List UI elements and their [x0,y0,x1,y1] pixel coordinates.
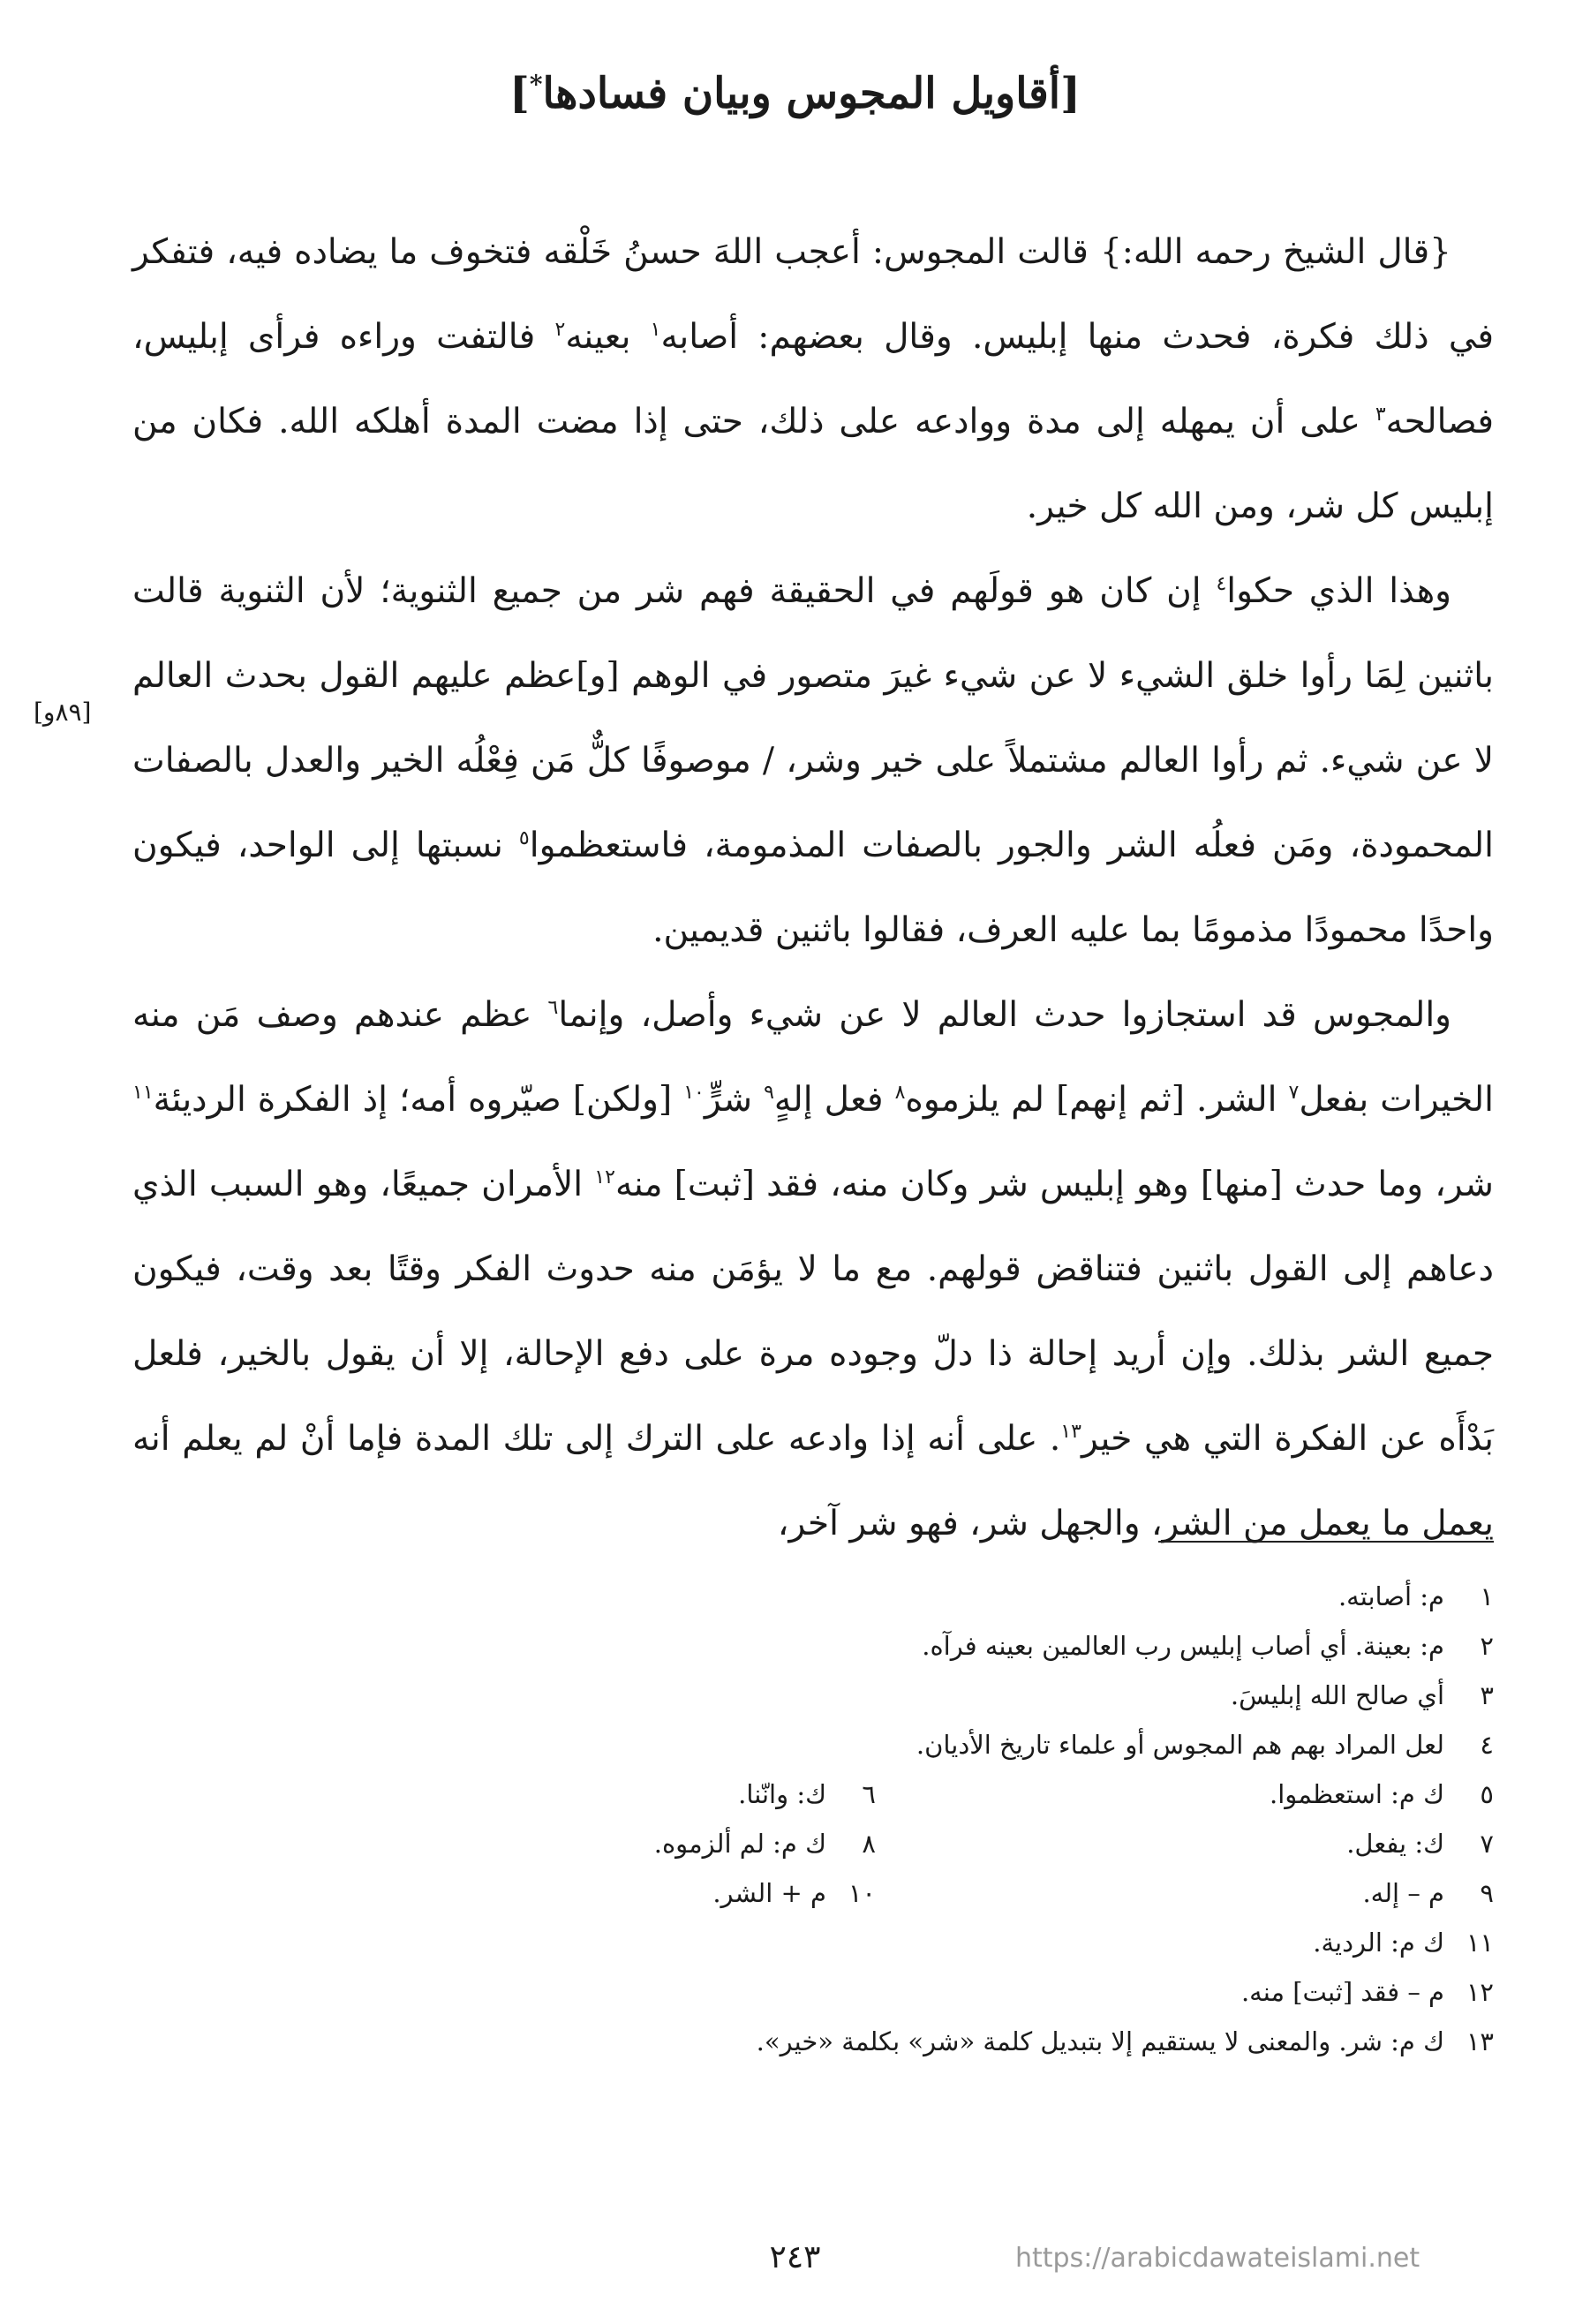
footnote-number: ١٣ [1466,2026,1494,2056]
footnotes [132,1572,1494,2066]
footnote-5 [876,1769,1494,1819]
text-run: والمجوس قد استجازوا حدث العالم لا عن شيء وأصل، وإنما [558,995,1451,1035]
title-footnote-mark: * [529,70,543,99]
footnote-9 [876,1868,1494,1918]
text-run: الأمران جميعًا، وهو السبب الذي دعاهم إلى القول باثنين فتناقض قولهم. مع ما لا يؤمَن منه حدوث الفكر وقتًا بعد وقت، فيكون جميع الشر بذلك. وإن أريد إحالة ذا دلّ وجوده مرة على دفع الإحالة، إلا أن يقول بالخير، فلعل بَدْأَه عن الفكرة التي هي خير [132,1165,1495,1459]
text-run: بعينه [565,317,651,357]
footnote-ref: ١٢ [594,1166,615,1188]
text-run: عظم عندهم وصف مَن منه الخيرات بفعل [132,995,1495,1120]
footnote-number: ٥ [1480,1779,1494,1809]
footnote-2 [132,1621,1494,1671]
footnote-12 [132,1967,1494,2017]
footnote-ref: ٧ [1288,1082,1300,1104]
title-bracket: ] [509,69,530,118]
footnote-4 [132,1720,1494,1769]
footnote-number: ١٢ [1466,1977,1494,2007]
footnote-number: ٣ [1480,1680,1494,1710]
text-run: {قال الشيخ رحمه الله:} قالت المجوس: أعجب اللهَ حسنُ خَلْقه فتخوف ما يضاده فيه، فتفكر في ذلك فكرة، فحدث منها إبليس. وقال بعضهم: أصابه [132,232,1495,357]
footnote-text: م – فقد [ثبت] منه. [1240,1977,1444,2007]
footnote-number: ٨ [862,1829,876,1859]
footnote-number: ٤ [1480,1730,1494,1760]
footnote-ref: ١ [650,319,661,341]
footnote-text: ك: وانّنا. [738,1779,826,1809]
footnote-text: ك: يفعل. [1346,1829,1444,1859]
footnote-11 [132,1918,1494,1967]
text-run: نسبتها إلى الواحد، فيكون واحدًا محمودًا مذمومًا بما عليه العرف، فقالوا باثنين قديمين. [132,826,1494,950]
footnote-ref: ١١ [132,1082,154,1104]
footnote-text: أي صالح الله إبليسَ. [1230,1680,1444,1710]
footnote-pair [132,1868,1494,1918]
footnote-ref: ١٣ [1060,1421,1081,1443]
footnote-ref: ٢ [554,319,566,341]
footnote-number: ٩ [1480,1878,1494,1908]
text-run: [ولكن] صيّروه أمه؛ إذ الفكرة الرديئة [153,1080,684,1120]
text-run: . على أنه إذا وادعه على الترك إلى تلك المدة فإما أنْ لم يعلم أنه يعمل ما يعمل من الشر، والجهل شر، فهو شر آخر، [132,1419,1494,1543]
footnote-7 [876,1819,1494,1868]
footnote-1 [132,1572,1494,1621]
footnote-10 [258,1868,876,1918]
footnote-number: ١٠ [848,1878,876,1908]
main-text [132,210,1494,1566]
footnote-6 [258,1769,876,1819]
paragraph-1 [132,210,1494,549]
footnote-divider [1158,1541,1494,1543]
footnote-3 [132,1671,1494,1720]
section-title [0,69,1590,118]
footnote-text: ك م: استعظموا. [1270,1779,1444,1809]
footnote-text: م – إله. [1362,1878,1444,1908]
text-run: فعل إلهٍ [773,1080,895,1120]
footnote-text: ك م: لم ألزموه. [653,1829,826,1859]
footnote-number: ٧ [1480,1829,1494,1859]
footnote-number: ١ [1480,1581,1494,1611]
paragraph-2 [132,549,1494,973]
title-text: [أقاويل المجوس وبيان فسادها [542,69,1081,118]
text-run: وهذا الذي حكوا [1226,571,1451,611]
footnote-ref: ٤ [1216,573,1227,595]
footnote-ref: ٨ [894,1082,906,1104]
text-run: شرٍّ [704,1080,765,1120]
footnote-pair [132,1769,1494,1819]
page-number: ٢٤٣ [769,2239,821,2275]
footnote-ref: ٩ [764,1082,774,1104]
footnote-number: ٦ [862,1779,876,1809]
footnote-text: م: أصابته. [1338,1581,1444,1611]
footnote-text: م: بعينة. أي أصاب إبليس رب العالمين بعينه فرآه. [922,1631,1444,1661]
text-run: الشر. [ثم إنهم] لم يلزموه [905,1080,1289,1120]
text-run: على أن يمهله إلى مدة ووادعه على ذلك، حتى إذا مضت المدة أهلكه الله. فكان من إبليس كل شر، ومن الله كل خير. [132,402,1494,526]
footnote-ref: ١٠ [683,1082,705,1104]
paragraph-3 [132,973,1494,1566]
footnote-ref: ٥ [518,827,530,849]
text-run: شر، وما حدث [منها] وهو إبليس شر وكان منه، فقد [ثبت] منه [614,1165,1494,1204]
footnote-pair [132,1819,1494,1868]
footnote-text: لعل المراد بهم هم المجوس أو علماء تاريخ الأديان. [916,1730,1444,1760]
folio-margin-note: [٨٩و] [34,698,92,727]
footnote-text: م + الشر. [712,1878,826,1908]
footnote-13 [132,2017,1494,2066]
footnote-number: ١١ [1466,1928,1494,1958]
text-run: فالتفت وراءه فرأى إبليس، فصالحه [132,317,1494,441]
footnote-text: ك م: شر. والمعنى لا يستقيم إلا بتبديل كلمة «شر» بكلمة «خير». [756,2026,1444,2056]
footnote-ref: ٣ [1375,404,1386,426]
footnote-ref: ٦ [547,997,559,1019]
footnote-8 [258,1819,876,1868]
footnote-number: ٢ [1480,1631,1494,1661]
footnote-text: ك م: الردية. [1313,1928,1444,1958]
text-run: إن كان هو قولَهم في الحقيقة فهم شر من جميع الثنوية؛ لأن الثنوية قالت باثنين لِمَا رأوا خلق الشيء لا عن شيء غيرَ متصور في الوهم [و]عظم عليهم القول بحدث العالم لا عن شيء. ثم رأوا العالم مشتملاً على خير وشر، / موصوفًا كلٌّ مَن فِعْلُه الخير والعدل بالصفات المحمودة، ومَن فعلُه الشر والجور بالصفات المذمومة، فاستعظموا [132,571,1494,865]
watermark-url: https://arabicdawateislami.net [1015,2243,1420,2274]
